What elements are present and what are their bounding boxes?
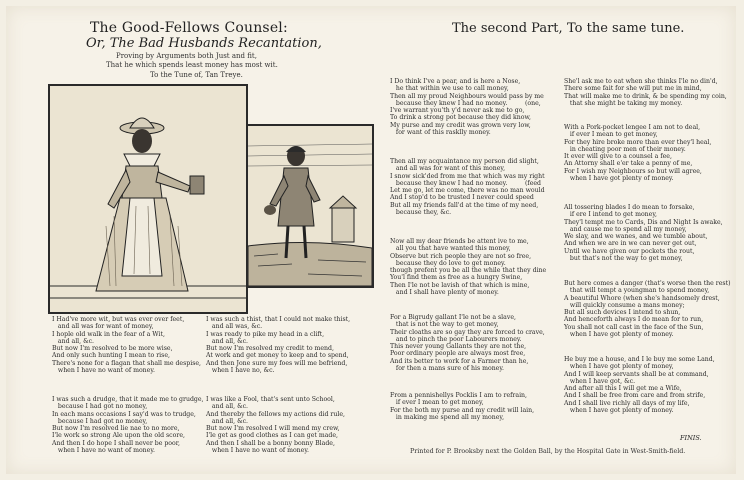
verse-right-3: Now all my dear friends be attent ive to me, all you that have wanted this money, Observe but rich people they are not so free, because they do love to get money. though prefent you be all the while that they dine You'l find them as free as a hungry Swine, Then I'le not be lavish of that which is mine, and I shall have plenty of money. xyxy=(390,238,547,297)
woodcut-woman xyxy=(48,84,248,314)
woodcut-man xyxy=(246,124,374,288)
ballad-subtitle: Or, The Bad Husbands Recantation, xyxy=(86,36,322,51)
verse-right-5: From a pennishellys Pocklis I am to refrain, if ever I mean to get money, For the both my purse and my credit will lain, in making me spend all my money, xyxy=(390,392,535,421)
tune-line: To the Tune of, Tan Treye. xyxy=(150,71,243,79)
verse-left-4: I was like a Fool, that's sent unto School, and all, &c. And thereby the fellows my actions did rule, and all, &c. But now I'm resolved I will mend my crew, I'le get as good clothes as I can get made, And then I shall be a bonny bonny Blade, when I have no want of money. xyxy=(206,396,345,455)
verse-right-10: He buy me a house, and I le buy me some Land, when I have got plenty of money, And I will keep servants shall be at command, when I have got, &c. And after all this I will get me a Wife, And I shall be free from care and from strife, And I shall live richly all days of my life, when I have got plenty of money. xyxy=(564,356,715,415)
verse-right-1: I Do think I've a pear, and is here a Nose, he that within we use to call money, Then all my proud Neighbours would pass by me because they knew I had no money. (one, I've warrant you'th y'd never ask me to go, To drink a strong pot because they did know, My purse and my credit was grown very low, for want of this rasklly money. xyxy=(390,78,544,137)
argument-line-2: That he which spends least money has most wit. xyxy=(106,61,278,69)
verse-right-2: Then all my acquaintance my person did slight, and all was for want of this money, I snow sick'ded from me that which was my right because they knew I had no money. (feed Let me go, let me come, there was no man would And I stop'd to be trusted I never could speed But all my friends fall'd at the time of my need, because they, &c. xyxy=(390,158,545,217)
printer-imprint: Printed for P. Brooksby next the Golden Ball, by the Hospital Gate in West-Smith-field. xyxy=(410,448,686,455)
second-part-title: The second Part, xyxy=(452,21,563,36)
verse-left-1: I Had've more wit, but was ever over feet, and all was for want of money, I hople old walk in the fear of a Wit, and all, &c. But now I'm resolved to be more wise, And only such hunting I mean to rise, There's none for a flagan that shall me despise, when I have no want of money. xyxy=(52,316,201,375)
ballad-title: The Good-Fellows Counsel: xyxy=(90,20,288,36)
verse-right-9: But here comes a danger (that's worse then the rest) that will tempt a youngman to spend money, A beautiful Whore (when she's handsomely drest, will quickly consume a mans money; But all such devices I intend to shun, And henceforth always I do mean for to run, You shall not call cast in the face of the Sun, when I have got plenty of money. xyxy=(564,280,731,339)
verse-left-2: I was such a thist, that I could not make thist, and all was, &c. I was ready to pike my head in a clift, and all, &c. But now I'm resolved my credit to mend, At work and get money to keep and to spend, And then Jone sure my foes will me befriend, when I have no, &c. xyxy=(206,316,351,375)
second-part-tune: To the same tune. xyxy=(567,21,685,36)
argument-line-1: Proving by Arguments both Just and fit, xyxy=(116,52,257,60)
verse-left-3: I was such a drudge, that it made me to grudge, because I had got no money, In each mans occasions I say'd was to trudge, because I had got no money, But now I'm resolved lie nae to no more, I'le work so strong Ale upon the old score, And then I do hope I shall never be poor, when I have no want of money. xyxy=(52,396,204,455)
verse-right-7: With a Pork-pocket lengee I am not to deal, if ever I mean to get money, For they hire broke more than ever they'l heal, in cheating poor men of their money. It ever will give to a counsel a fee, An Attorny shall e'er take a penny of me, For I wish my Neighbours so but will agree, when I have got plenty of money. xyxy=(564,124,712,183)
verse-right-4: For a Bigrudy gallant I'le not be a slave, that is not the way to get money, Their cloaths are so gay they are forced to crave, and to pinch the poor Labourers money. This never young Gallants they are not the, Poor ordinary people are always most free, And its better to work for a Farmer than he, for then a mans sure of his money. xyxy=(390,314,545,373)
finis-mark: FINIS. xyxy=(680,434,702,442)
verse-right-8: All tossering blades I do mean to forsake, if ere I intend to get money, They'l tempt me to Cards, Dis and Night Is awake, and cause me to spend all my money, We slay, and we wanes, and we tumble about, And when we are in we can never get out, Until we have given our pockets the rout, but that's not the way to get money, xyxy=(564,204,723,263)
verse-right-6: She'l ask me to eat when she thinks I'le no din'd, There some fait for she will put me in mind, That will make me to drink, & be spending my coin, that she might be taking my money. xyxy=(564,78,727,107)
